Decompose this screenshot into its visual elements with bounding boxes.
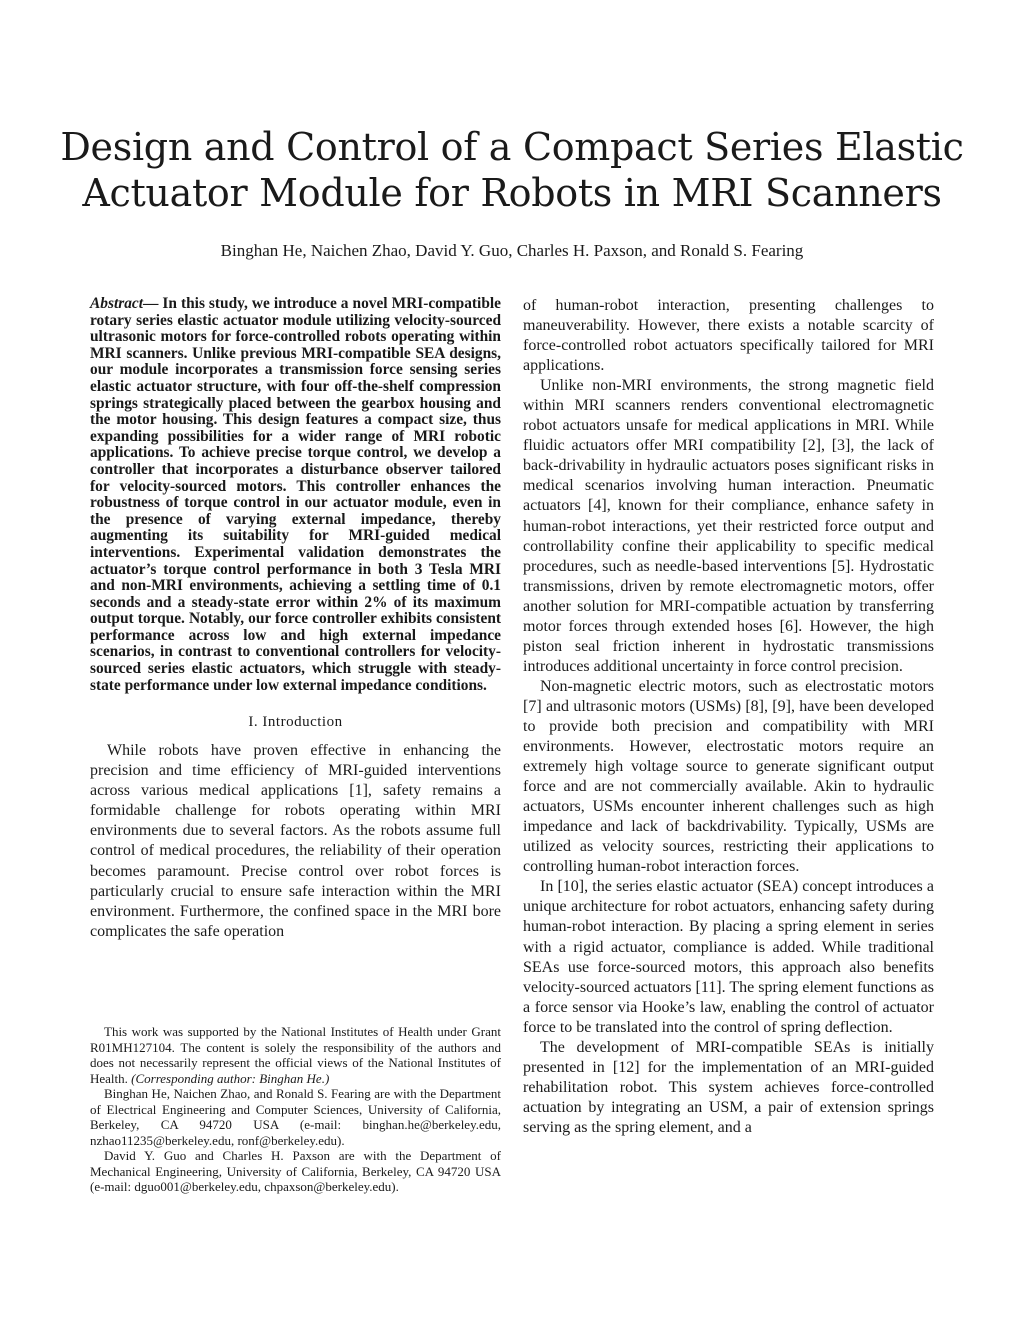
footnote-funding xyxy=(90,1024,501,1086)
paper-title-line-1: Design and Control of a Compact Series Elastic xyxy=(60,125,964,169)
section-heading-introduction: I. Introduction xyxy=(248,714,343,731)
abstract-label: Abstract xyxy=(90,295,144,312)
right-paragraph-actuators: Unlike non-MRI environments, the strong magnetic field within MRI scanners renders conventional electromagnetic robot actuators unsafe for medical applications in MRI. While fluidic actuators offer MRI compatibility [2], [3], the lack of back-drivability in hydraulic actuators poses significant risks in medical scenarios involving human interaction. Pneumatic actuators [4], known for their compliance, enhance safety in human-robot interactions, yet their restricted force output and controllability confine their applicability to specific medical procedures, such as needle-based interventions [5]. Hydrostatic transmissions, driven by remote electromagnetic motors, offer another solution for MRI-compatible actuation by transferring motor forces through extended hoses [6]. However, the high piston seal friction inherent in hydrostatic transmissions introduces additional uncertainty in force control precision. xyxy=(523,377,934,675)
footnotes xyxy=(90,1024,501,1195)
footnote-affiliation-eecs: Binghan He, Naichen Zhao, and Ronald S. Fearing are with the Department of Electrical Engineering and Computer Sciences, University of California, Berkeley, CA 94720 USA (e-mail: binghan.he@berkeley.edu, nzhao11235@berkeley.edu, ronf@berkeley.edu). xyxy=(90,1086,501,1148)
right-paragraph-continued: of human-robot interaction, presenting challenges to maneuverability. However, there exists a notable scarcity of force-controlled robot actuators specifically tailored for MRI applications. xyxy=(523,297,934,375)
author-list: Binghan He, Naichen Zhao, David Y. Guo, Charles H. Paxson, and Ronald S. Fearing xyxy=(220,241,804,260)
intro-paragraph-1: While robots have proven effective in enhancing the precision and time efficiency of MRI-guided interventions across various medical applications [1], safety remains a formidable challenge for robots operating within MRI environments due to several factors. As the robots assume full control of medical procedures, the reliability of their operation becomes paramount. Precise control over robot forces is particularly crucial to ensure safe interaction within the MRI environment. Furthermore, the confined space in the MRI bore complicates the safe operation xyxy=(90,742,501,940)
footnote-funding-text: This work was supported by the National Institutes of Health under Grant R01MH127104. The content is solely the responsibility of the authors and does not necessarily represent the official views of the National Institutes of Health. xyxy=(90,1024,501,1086)
right-column xyxy=(523,296,934,1138)
abstract-text: — In this study, we introduce a novel MRI-compatible rotary series elastic actuator module utilizing velocity-sourced ultrasonic motors for force-controlled robots operating within MRI scanners. Unlike previous MRI-compatible SEA designs, our module incorporates a transmission force sensing series elastic actuator structure, with four off-the-shelf compression springs strategically placed between the gearbox housing and the motor housing. This design features a compact size, thus expanding possibilities for a wider range of MRI robotic applications. To achieve precise torque control, we develop a controller that incorporates a disturbance observer tailored for velocity-sourced motors. This controller enhances the robustness of torque control in our actuator module, even in the presence of varying external impedance, thereby augmenting its suitability for MRI-guided medical interventions. Experimental validation demonstrates the actuator’s torque control performance in both 3 Tesla MRI and non-MRI environments, achieving a settling time of 0.1 seconds and a steady-state error within 2% of its maximum output torque. Notably, our force controller exhibits consistent performance across low and high external impedance scenarios, in contrast to conventional controllers for velocity-sourced series elastic actuators, which struggle with steady-state performance under low external impedance conditions. xyxy=(90,295,501,694)
abstract xyxy=(90,296,501,694)
footnote-affiliation-me: David Y. Guo and Charles H. Paxson are with the Department of Mechanical Engineering, University of California, Berkeley, CA 94720 USA (e-mail: dguo001@berkeley.edu, chpaxson@berkeley.edu). xyxy=(90,1148,501,1194)
paper-title-line-2: Actuator Module for Robots in MRI Scanners xyxy=(82,171,942,215)
footnote-corresponding-author: (Corresponding author: Binghan He.) xyxy=(131,1070,330,1086)
right-paragraph-sea-concept: In [10], the series elastic actuator (SEA) concept introduces a unique architecture for robot actuators, enhancing safety during human-robot interaction. By placing a spring element in series with a rigid actuator, compliance is added. While traditional SEAs use force-sourced motors, this approach also benefits velocity-sourced actuators [11]. The spring element functions as a force sensor via Hooke’s law, enabling the control of actuator force to be translated into the control of spring deflection. xyxy=(523,878,934,1036)
right-paragraph-mri-seas: The development of MRI-compatible SEAs is initially presented in [12] for the implementation of an MRI-guided rehabilitation robot. This system achieves force-controlled actuation by integrating an USM, a pair of extension springs serving as the spring element, and a xyxy=(523,1038,934,1136)
left-column xyxy=(90,296,501,942)
right-paragraph-electric-motors: Non-magnetic electric motors, such as electrostatic motors [7] and ultrasonic motors (USMs) [8], [9], have been developed to provide both precision and compatibility with MRI environments. However, electrostatic motors require an extremely high voltage source to generate significant output force and are not commercially available. Akin to hydraulic actuators, USMs encounter inherent challenges such as high impedance and lack of backdrivability. Typically, USMs are utilized as velocity sources, restricting their applications to controlling human-robot interaction forces. xyxy=(523,677,934,876)
